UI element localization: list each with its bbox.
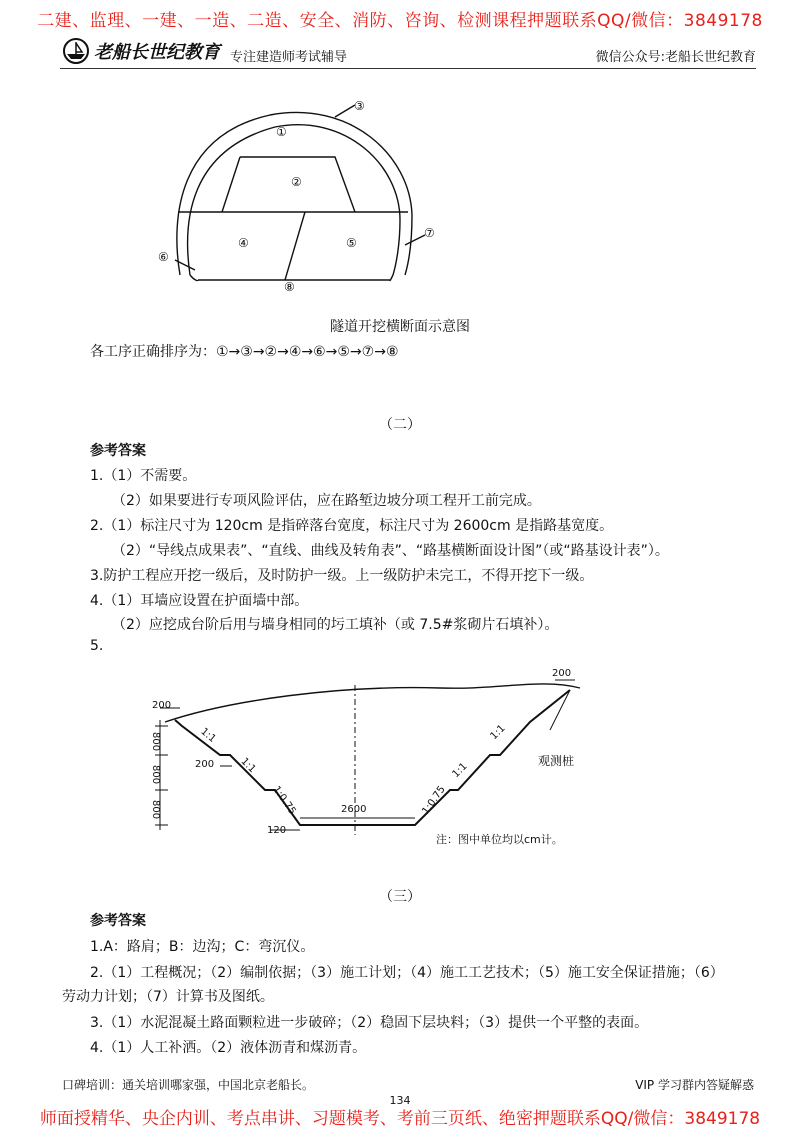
dim-label: 200 (152, 700, 172, 711)
dim-label: 200 (195, 759, 215, 770)
answer-line: 1.A：路肩；B：边沟；C：弯沉仪。 (90, 939, 315, 955)
sequence-text: 各工序正确排序为：①→③→②→④→⑥→⑤→⑦→⑧ (90, 344, 399, 360)
section-2-title: （二） (379, 417, 421, 433)
footer-right: VIP 学习群内答疑解惑 (635, 1078, 754, 1092)
top-banner: 二建、监理、一建、一造、二造、安全、消防、咨询、检测课程押题联系QQ/微信：3849178 (37, 11, 763, 31)
label-5: ⑤ (346, 236, 357, 250)
dim-label: 120 (267, 825, 287, 836)
unit-note: 注：图中单位均以cm计。 (436, 833, 563, 846)
dim-label: 800 (150, 800, 161, 820)
wechat-account: 微信公众号:老船长世纪教育 (595, 50, 756, 65)
bottom-banner: 师面授精华、央企内训、考点串讲、习题模考、考前三页纸、绝密押题联系QQ/微信：3849178 (39, 1109, 761, 1129)
figure-caption: 隧道开挖横断面示意图 (330, 319, 470, 335)
slope-label: 1:1 (450, 760, 470, 781)
section-3-answer-title: 参考答案 (90, 913, 146, 929)
dim-label: 800 (150, 765, 161, 785)
cutting-section-diagram (140, 660, 600, 850)
section-2-answer-title: 参考答案 (90, 443, 146, 459)
slope-label: 1:0.75 (420, 784, 448, 817)
ship-logo-icon (62, 38, 90, 64)
tagline: 专注建造师考试辅导 (230, 50, 348, 65)
answer-line: 2.（1）标注尺寸为 120cm 是指碎落台宽度，标注尺寸为 2600cm 是指路基宽度。 (90, 518, 614, 534)
dim-label: 200 (552, 668, 572, 679)
label-7: ⑦ (424, 226, 435, 240)
label-3: ③ (354, 99, 365, 113)
slope-label: 1:1 (238, 755, 258, 776)
answer-line: 4.（1）人工补洒。（2）液体沥青和煤沥青。 (90, 1040, 367, 1056)
slope-label: 1:0.75 (270, 784, 298, 817)
dim-label: 800 (150, 732, 161, 752)
tunnel-section-diagram (150, 95, 450, 305)
label-6: ⑥ (158, 250, 169, 264)
stake-label: 观测桩 (538, 754, 575, 768)
answer-line: （2）“导线点成果表”、“直线、曲线及转角表”、“路基横断面设计图”（或“路基设计表”）。 (112, 543, 669, 559)
answer-line: （2）应挖成台阶后用与墙身相同的圬工填补（或 7.5#浆砌片石填补）。 (112, 617, 559, 633)
label-4: ④ (238, 236, 249, 250)
footer-left: 口碑培训：通关培训哪家强，中国北京老船长。 (62, 1078, 315, 1092)
answer-line: （2）如果要进行专项风险评估，应在路堑边坡分项工程开工前完成。 (112, 493, 541, 509)
slope-label: 1:1 (198, 726, 218, 745)
logo (62, 38, 220, 64)
answer-line: 3.（1）水泥混凝土路面颗粒进一步破碎；（2）稳固下层块料；（3）提供一个平整的表面。 (90, 1015, 649, 1031)
answer-line: 5. (90, 638, 104, 654)
slope-label: 1:1 (488, 722, 508, 743)
label-8: ⑧ (284, 280, 295, 294)
answer-line: 1.（1）不需要。 (90, 468, 197, 484)
header-divider (60, 68, 756, 69)
answer-line: 3.防护工程应开挖一级后，及时防护一级。上一级防护未完工，不得开挖下一级。 (90, 568, 594, 584)
answer-line: 2.（1）工程概况；（2）编制依据；（3）施工计划；（4）施工工艺技术；（5）施工安全保证措施；（6） (90, 965, 724, 981)
logo-text: 老船长世纪教育 (94, 42, 220, 63)
page-number: 134 (389, 1094, 411, 1107)
answer-line: 4.（1）耳墙应设置在护面墙中部。 (90, 593, 309, 609)
dim-label: 2600 (341, 804, 367, 815)
section-3-title: （三） (379, 889, 421, 905)
label-1: ① (276, 125, 287, 139)
label-2: ② (291, 175, 302, 189)
answer-line: 劳动力计划；（7）计算书及图纸。 (62, 989, 274, 1005)
